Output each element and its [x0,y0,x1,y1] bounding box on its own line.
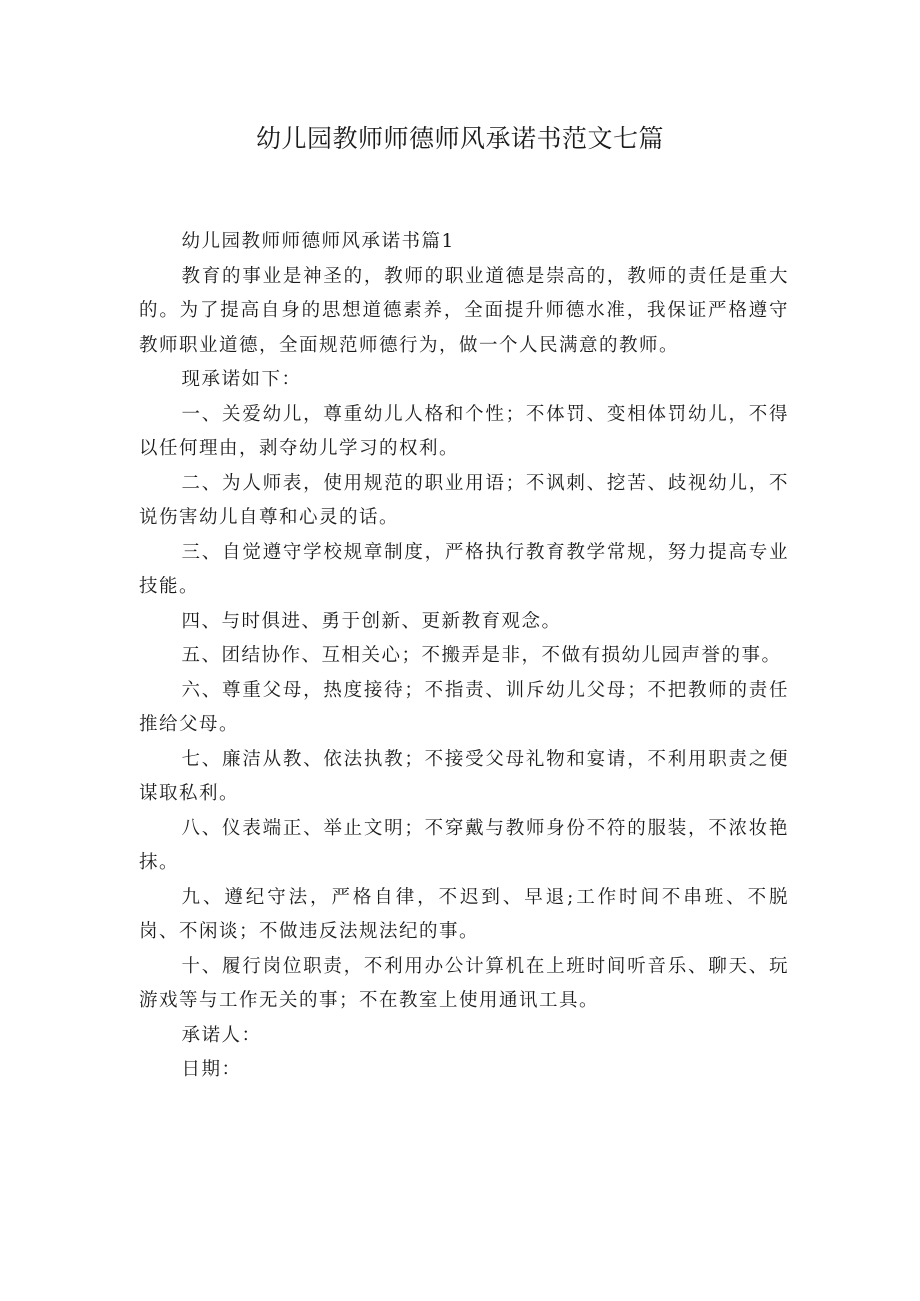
promise-item-2: 二、为人师表，使用规范的职业用语；不讽刺、挖苦、歧视幼儿，不说伤害幼儿自尊和心灵的话。 [139,472,789,528]
promise-item-9: 九、遵纪守法，严格自律，不迟到、早退;工作时间不串班、不脱岗、不闲谈；不做违反法规法纪的事。 [139,886,789,942]
promise-item-3: 三、自觉遵守学校规章制度，严格执行教育教学常规，努力提高专业技能。 [139,541,789,597]
promise-lead: 现承诺如下： [181,369,302,390]
date-label: 日期： [181,1059,242,1080]
intro-paragraph: 教育的事业是神圣的，教师的职业道德是崇高的，教师的责任是重大的。为了提高自身的思想道德素养，全面提升师德水准，我保证严格遵守教师职业道德，全面规范师德行为，做一个人民满意的教师。 [139,265,789,356]
promise-item-4: 四、与时俱进、勇于创新、更新教育观念。 [181,610,562,632]
promise-item-8: 八、仪表端正、举止文明；不穿戴与教师身份不符的服装，不浓妆艳抹。 [139,817,789,873]
promise-item-10: 十、履行岗位职责，不利用办公计算机在上班时间听音乐、聊天、玩游戏等与工作无关的事；不在教室上使用通讯工具。 [139,955,789,1011]
document-title: 幼儿园教师师德师风承诺书范文七篇 [255,124,664,153]
document-body [139,225,789,1088]
promise-item-6: 六、尊重父母，热度接待；不指责、训斥幼儿父母；不把教师的责任推给父母。 [139,679,789,735]
section-heading: 幼儿园教师师德师风承诺书篇1 [181,231,455,252]
signature-label: 承诺人： [181,1024,262,1046]
promise-item-7: 七、廉洁从教、依法执教；不接受父母礼物和宴请，不利用职责之便谋取私利。 [139,748,789,804]
promise-item-5: 五、团结协作、互相关心；不搬弄是非，不做有损幼儿园声誉的事。 [181,645,782,666]
promise-item-1: 一、关爱幼儿，尊重幼儿人格和个性；不体罚、变相体罚幼儿，不得以任何理由，剥夺幼儿学习的权利。 [139,403,789,459]
